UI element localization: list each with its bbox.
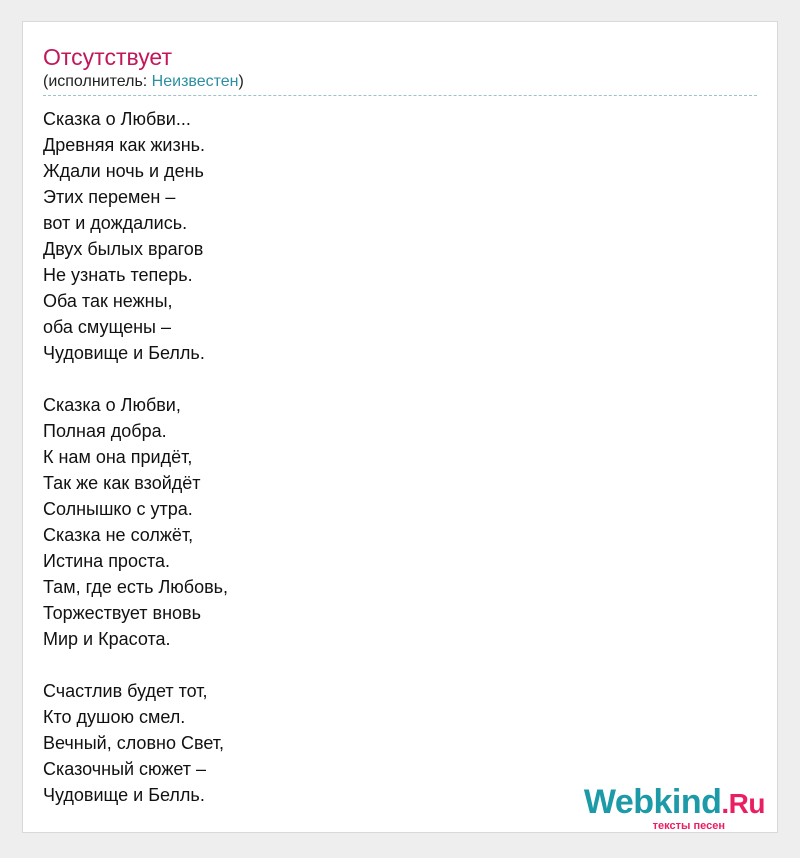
- lyric-line: Так же как взойдёт: [43, 473, 201, 493]
- logo-tagline: тексты песен: [652, 820, 725, 832]
- lyric-line: Торжествует вновь: [43, 603, 201, 623]
- lyric-line: Чудовище и Белль.: [43, 343, 205, 363]
- lyric-line: Не узнать теперь.: [43, 265, 193, 285]
- lyric-line: оба смущены –: [43, 317, 172, 337]
- stanza-gap: [43, 652, 228, 678]
- lyric-line: Ждали ночь и день: [43, 161, 204, 181]
- artist-link[interactable]: Неизвестен: [151, 73, 239, 90]
- lyric-line: Чудовище и Белль.: [43, 785, 205, 805]
- lyric-line: Счастлив будет тот,: [43, 681, 208, 701]
- stanza: [43, 678, 228, 808]
- logo-wordmark: [584, 783, 765, 822]
- stanza: [43, 392, 228, 652]
- stanza: [43, 106, 228, 366]
- lyric-line: Полная добра.: [43, 421, 167, 441]
- lyric-line: Солнышко с утра.: [43, 499, 193, 519]
- artist-suffix: ): [238, 73, 244, 90]
- lyric-line: Этих перемен –: [43, 187, 176, 207]
- lyric-line: вот и дождались.: [43, 213, 188, 233]
- lyric-line: Кто душою смел.: [43, 707, 186, 727]
- logo-tld: .Ru: [721, 788, 765, 819]
- lyric-line: Двух былых врагов: [43, 239, 204, 259]
- artist-prefix: (исполнитель:: [43, 73, 152, 90]
- lyric-line: Сказка о Любви,: [43, 395, 181, 415]
- stanza-gap: [43, 366, 228, 392]
- lyrics-body: [43, 106, 228, 808]
- song-title: Отсутствует: [43, 44, 172, 70]
- lyric-line: Вечный, словно Свет,: [43, 733, 224, 753]
- lyric-line: Сказочный сюжет –: [43, 759, 207, 779]
- lyric-line: Мир и Красота.: [43, 629, 171, 649]
- lyric-line: Истина проста.: [43, 551, 171, 571]
- divider: [43, 95, 757, 96]
- artist-line: [43, 71, 244, 93]
- lyric-line: Сказка не солжёт,: [43, 525, 194, 545]
- lyric-line: Древняя как жизнь.: [43, 135, 206, 155]
- webkind-logo[interactable]: [571, 778, 771, 834]
- lyric-line: Сказка о Любви...: [43, 109, 191, 129]
- logo-name: Webkind: [583, 783, 722, 821]
- lyrics-card: [22, 21, 778, 833]
- lyric-line: Оба так нежны,: [43, 291, 173, 311]
- lyric-line: Там, где есть Любовь,: [43, 577, 229, 597]
- lyric-line: К нам она придёт,: [43, 447, 193, 467]
